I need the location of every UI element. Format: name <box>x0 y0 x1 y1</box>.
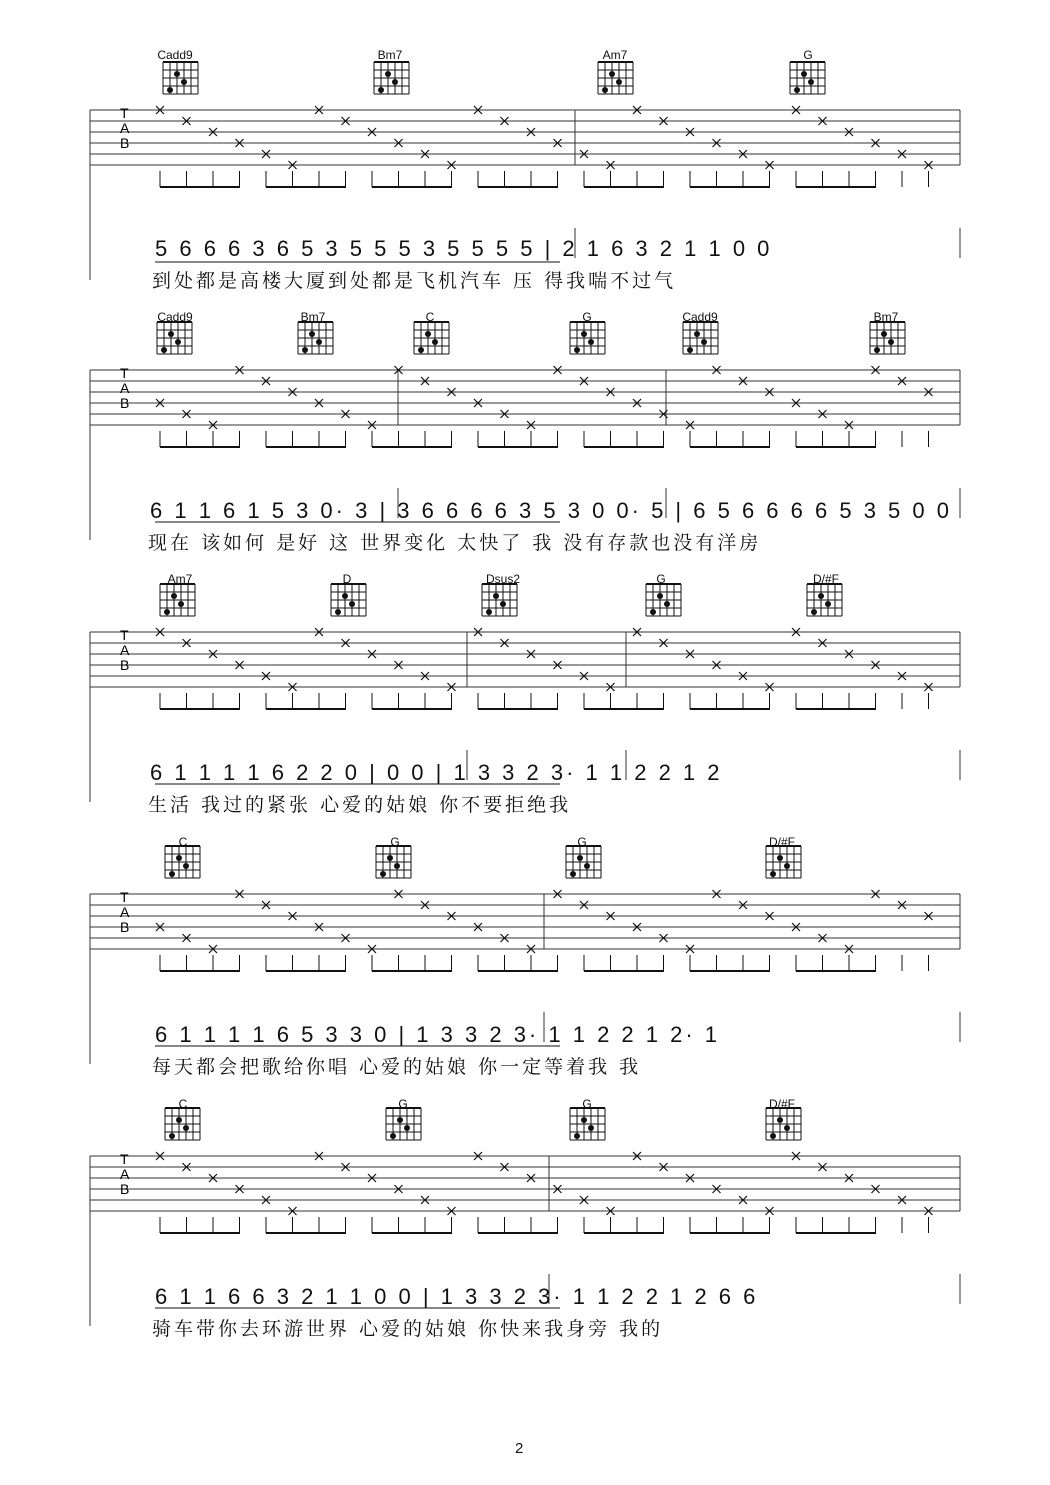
chord-name: Bm7 <box>873 310 899 324</box>
chord-name: D/#F <box>768 1097 795 1111</box>
chord-diagram-dot <box>164 609 170 615</box>
lyrics-line: 到处都是高楼大厦到处都是飞机汽车 压 得我喘不过气 <box>152 270 677 292</box>
tab-clef: T <box>120 1151 129 1167</box>
jianpu-line: 6 1 1 6 1 5 3 0· 3 | 3 6 6 6 6 3 5 3 0 0· 5 | 6 5 6 6 6 6 5 3 5 0 0 <box>150 498 952 523</box>
tab-clef: B <box>120 395 130 411</box>
jianpu-line: 5 6 6 6 3 6 5 3 5 5 5 3 5 5 5 5 | 2 1 6 3 2 1 1 0 0 <box>155 236 773 261</box>
chord-diagram-dot <box>349 601 355 607</box>
lyrics-line: 现在 该如何 是好 这 世界变化 太快了 我 没有存款也没有洋房 <box>148 532 762 554</box>
chord-name: Bm7 <box>377 48 403 62</box>
chord-diagram-dot <box>342 593 348 599</box>
chord-diagram-dot <box>178 601 184 607</box>
chord-diagram-dot <box>777 1117 783 1123</box>
chord-name: G <box>390 835 400 849</box>
chord-name: D <box>342 572 352 586</box>
chord-diagram-dot <box>770 1133 776 1139</box>
chord-diagram-dot <box>794 87 800 93</box>
chord-diagram-dot <box>609 71 615 77</box>
chord-name: C <box>178 835 188 849</box>
tab-clef: B <box>120 919 130 935</box>
jianpu-line: 6 1 1 6 6 3 2 1 1 0 0 | 1 3 3 2 3· 1 1 2 2 1 2 6 6 <box>155 1284 759 1309</box>
chord-name: D/#F <box>812 572 839 586</box>
chord-name: G <box>577 835 587 849</box>
chord-diagram-dot <box>387 855 393 861</box>
jianpu-line: 6 1 1 1 1 6 2 2 0 | 0 0 | 1 3 3 2 3· 1 1 2 2 1 2 <box>150 760 723 785</box>
chord-diagram-dot <box>385 71 391 77</box>
chord-diagram-dot <box>581 1117 587 1123</box>
tab-clef: A <box>120 1166 130 1182</box>
chord-diagram-dot <box>500 601 506 607</box>
chord-diagram-dot <box>770 871 776 877</box>
chord-diagram-dot <box>574 1133 580 1139</box>
chord-diagram-dot <box>171 593 177 599</box>
chord-name: D/#F <box>768 835 795 849</box>
tab-clef: T <box>120 627 129 643</box>
tab-clef: T <box>120 365 129 381</box>
chord-diagram-dot <box>380 871 386 877</box>
chord-diagram-dot <box>378 87 384 93</box>
chord-name: Cadd9 <box>157 48 193 62</box>
chord-diagram-dot <box>784 863 790 869</box>
chord-diagram-dot <box>486 609 492 615</box>
chord-diagram-dot <box>574 347 580 353</box>
chord-diagram-dot <box>801 71 807 77</box>
chord-name: G <box>803 48 813 62</box>
chord-name: G <box>398 1097 408 1111</box>
tab-clef: B <box>120 135 130 151</box>
chord-diagram-dot <box>777 855 783 861</box>
chord-diagram-dot <box>881 331 887 337</box>
chord-name: C <box>425 310 435 324</box>
jianpu-line: 6 1 1 1 1 6 5 3 3 0 | 1 3 3 2 3· 1 1 2 2 1 2· 1 <box>155 1022 721 1047</box>
tab-clef: A <box>120 904 130 920</box>
chord-diagram-dot <box>616 79 622 85</box>
chord-diagram-dot <box>602 87 608 93</box>
lyrics-line: 每天都会把歌给你唱 心爱的姑娘 你一定等着我 我 <box>152 1056 642 1078</box>
chord-diagram-dot <box>588 339 594 345</box>
chord-diagram-dot <box>335 609 341 615</box>
chord-diagram-dot <box>584 863 590 869</box>
chord-name: Am7 <box>602 48 628 62</box>
chord-diagram-dot <box>404 1125 410 1131</box>
chord-name: G <box>582 310 592 324</box>
chord-diagram-dot <box>174 71 180 77</box>
chord-diagram-dot <box>687 347 693 353</box>
chord-diagram-dot <box>168 331 174 337</box>
chord-diagram-dot <box>394 863 400 869</box>
chord-diagram-dot <box>176 855 182 861</box>
chord-diagram-dot <box>657 593 663 599</box>
chord-diagram-dot <box>316 339 322 345</box>
chord-diagram-dot <box>183 1125 189 1131</box>
chord-diagram-dot <box>183 863 189 869</box>
chord-diagram-dot <box>397 1117 403 1123</box>
lyrics-line: 骑车带你去环游世界 心爱的姑娘 你快来我身旁 我的 <box>152 1318 664 1340</box>
chord-diagram-dot <box>176 1117 182 1123</box>
chord-diagram-dot <box>432 339 438 345</box>
chord-name: Cadd9 <box>157 310 193 324</box>
chord-diagram-dot <box>161 347 167 353</box>
tab-clef: A <box>120 120 130 136</box>
chord-diagram-dot <box>818 593 824 599</box>
chord-diagram-dot <box>181 79 187 85</box>
chord-diagram-dot <box>825 601 831 607</box>
lyrics-line: 生活 我过的紧张 心爱的姑娘 你不要拒绝我 <box>148 794 572 816</box>
chord-diagram-dot <box>169 871 175 877</box>
chord-diagram-dot <box>175 339 181 345</box>
chord-diagram-dot <box>581 331 587 337</box>
chord-diagram-dot <box>694 331 700 337</box>
chord-diagram-dot <box>302 347 308 353</box>
chord-diagram-dot <box>309 331 315 337</box>
chord-diagram-dot <box>650 609 656 615</box>
chord-diagram-dot <box>664 601 670 607</box>
chord-name: G <box>582 1097 592 1111</box>
chord-name: Bm7 <box>300 310 326 324</box>
chord-name: Cadd9 <box>682 310 718 324</box>
chord-name: C <box>178 1097 188 1111</box>
chord-diagram-dot <box>493 593 499 599</box>
chord-diagram-dot <box>888 339 894 345</box>
chord-diagram-dot <box>418 347 424 353</box>
chord-diagram-dot <box>811 609 817 615</box>
chord-name: Dsus2 <box>485 572 520 586</box>
tab-clef: B <box>120 657 130 673</box>
tab-clef: T <box>120 889 129 905</box>
chord-diagram-dot <box>588 1125 594 1131</box>
chord-diagram-dot <box>390 1133 396 1139</box>
chord-diagram-dot <box>425 331 431 337</box>
chord-diagram-dot <box>167 87 173 93</box>
tab-clef: A <box>120 380 130 396</box>
chord-diagram-dot <box>570 871 576 877</box>
chord-diagram-dot <box>392 79 398 85</box>
chord-diagram-dot <box>169 1133 175 1139</box>
chord-diagram-dot <box>874 347 880 353</box>
tab-clef: B <box>120 1181 130 1197</box>
chord-diagram-dot <box>701 339 707 345</box>
page-number: 2 <box>515 1440 524 1457</box>
tab-clef: A <box>120 642 130 658</box>
chord-diagram-dot <box>577 855 583 861</box>
chord-diagram-dot <box>808 79 814 85</box>
chord-name: Am7 <box>167 572 193 586</box>
tab-clef: T <box>120 105 129 121</box>
chord-name: G <box>656 572 666 586</box>
chord-diagram-dot <box>784 1125 790 1131</box>
